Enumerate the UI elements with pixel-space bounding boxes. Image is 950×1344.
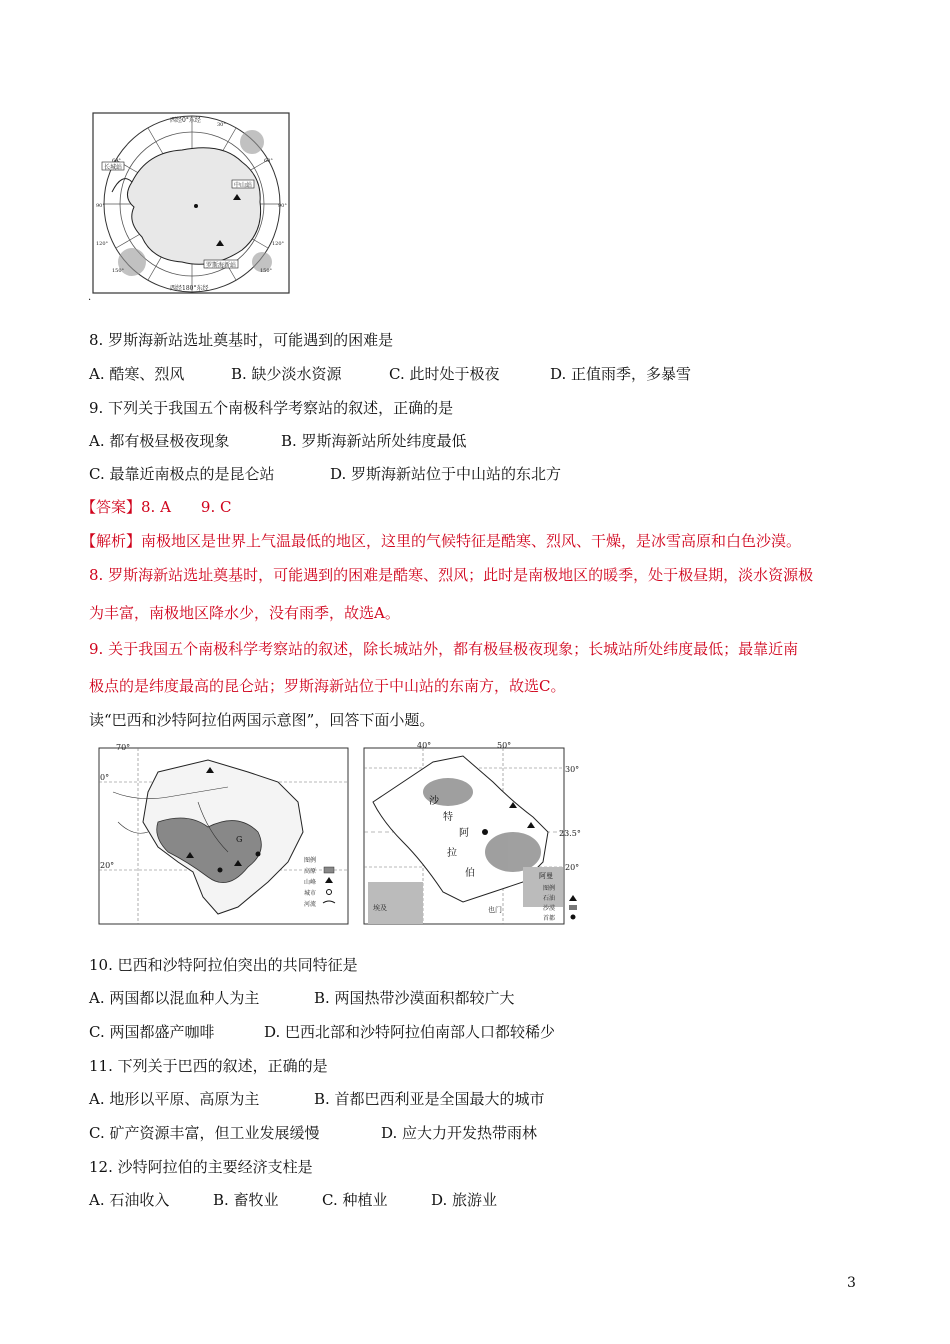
map-top-label: 西经0°东经 [170, 117, 201, 124]
svg-text:90°: 90° [278, 203, 287, 209]
q10-stem: 10. 巴西和沙特阿拉伯突出的共同特征是 [89, 956, 358, 974]
svg-text:沙: 沙 [429, 796, 439, 807]
q8-option-c[interactable]: C. 此时处于极夜 [389, 365, 500, 383]
place-yemen: 也门 [488, 906, 502, 914]
saudi-lat-235: 23.5° [559, 829, 581, 838]
saudi-lon-50: 50° [497, 742, 512, 750]
q8-option-b[interactable]: B. 缺少淡水资源 [231, 365, 342, 383]
q12-options [89, 1190, 497, 1210]
saudi-lat-20: 20° [565, 863, 580, 872]
place-oman: 阿曼 [539, 872, 553, 880]
svg-text:阿: 阿 [459, 828, 469, 839]
q9-options-row2 [89, 464, 561, 484]
svg-text:首都: 首都 [543, 915, 556, 922]
q11-option-b[interactable]: B. 首都巴西利亚是全国最大的城市 [314, 1090, 545, 1108]
svg-text:60°: 60° [112, 158, 121, 164]
map-bottom-label: 西经180°东经 [170, 285, 209, 292]
q10-options-row2 [89, 1022, 555, 1042]
analysis-line-4: 9. 关于我国五个南极科学考察站的叙述，除长城站外，都有极昼极夜现象；长城站所处纬度最低；最靠近南 [89, 640, 799, 658]
analysis-line-3: 为丰富，南极地区降水少，没有雨季，故选A。 [89, 604, 400, 622]
svg-text:120°: 120° [272, 241, 285, 247]
q10-option-d[interactable]: D. 巴西北部和沙特阿拉伯南部人口都较稀少 [264, 1023, 556, 1041]
q12-option-b[interactable]: B. 畜牧业 [213, 1191, 279, 1209]
svg-text:拉: 拉 [447, 848, 457, 859]
svg-text:120°: 120° [96, 241, 109, 247]
svg-text:60°: 60° [264, 158, 273, 164]
svg-text:伯: 伯 [465, 868, 475, 879]
q11-option-a[interactable]: A. 地形以平原、高原为主 [89, 1090, 260, 1108]
q9-option-c[interactable]: C. 最靠近南极点的是昆仑站 [89, 465, 275, 483]
svg-text:30°: 30° [217, 122, 226, 128]
analysis-line-2: 8. 罗斯海新站选址奠基时，可能遇到的困难是酷寒、烈风；此时是南极地区的暖季，处于极昼期，淡水资源极 [89, 566, 814, 584]
q12-option-c[interactable]: C. 种植业 [322, 1191, 388, 1209]
q12-option-d[interactable]: D. 旅游业 [431, 1191, 498, 1209]
svg-text:G: G [236, 835, 243, 844]
svg-text:山峰: 山峰 [304, 879, 317, 886]
antarctica-map [92, 112, 292, 297]
brazil-lon-label: 70° [116, 743, 131, 752]
saudi-map [363, 742, 581, 926]
q9-stem: 9. 下列关于我国五个南极科学考察站的叙述，正确的是 [89, 399, 454, 417]
q11-options-row1 [89, 1089, 545, 1109]
q9-option-a[interactable]: A. 都有极昼极夜现象 [89, 432, 230, 450]
svg-text:河流: 河流 [304, 901, 317, 908]
station-label-ross: 罗斯海新站 [206, 262, 237, 269]
maps-intro: 读“巴西和沙特阿拉伯两国示意图”，回答下面小题。 [89, 711, 435, 729]
svg-text:特: 特 [443, 812, 453, 823]
saudi-lon-40: 40° [417, 742, 432, 750]
analysis-line-1: 【解析】南极地区是世界上气温最低的地区，这里的气候特征是酷寒、烈风、干燥，是冰雪高原和白色沙漠。 [81, 532, 802, 550]
q8-option-a[interactable]: A. 酷寒、烈风 [89, 365, 185, 383]
q10-option-a[interactable]: A. 两国都以混血种人为主 [89, 989, 260, 1007]
svg-text:90°: 90° [96, 203, 105, 209]
q12-option-a[interactable]: A. 石油收入 [89, 1191, 170, 1209]
q9-options-row1 [89, 431, 467, 451]
brazil-legend-title: 图例 [304, 857, 317, 864]
brazil-lat-20: 20° [100, 861, 115, 870]
analysis-line-5: 极点的是纬度最高的昆仑站；罗斯海新站位于中山站的东南方，故选C。 [89, 677, 566, 695]
q12-stem: 12. 沙特阿拉伯的主要经济支柱是 [89, 1158, 313, 1176]
answer: 【答案】8. A 9. C [81, 498, 232, 516]
q8-option-d[interactable]: D. 正值雨季，多暴雪 [550, 365, 692, 383]
svg-text:城市: 城市 [304, 890, 317, 897]
q11-options-row2 [89, 1123, 537, 1143]
q10-options-row1 [89, 988, 515, 1008]
svg-text:高原: 高原 [304, 868, 317, 875]
q10-option-b[interactable]: B. 两国热带沙漠面积都较广大 [314, 989, 515, 1007]
saudi-legend-title: 图例 [543, 885, 556, 892]
station-label-changcheng: 长城站 [104, 164, 123, 171]
q9-option-b[interactable]: B. 罗斯海新站所处纬度最低 [281, 432, 467, 450]
place-egypt: 埃及 [373, 904, 387, 912]
svg-text:石油: 石油 [543, 895, 556, 902]
brazil-map [98, 742, 350, 926]
q11-stem: 11. 下列关于巴西的叙述，正确的是 [89, 1057, 328, 1075]
q11-option-c[interactable]: C. 矿产资源丰富，但工业发展缓慢 [89, 1124, 320, 1142]
brazil-lat-0: 0° [100, 773, 110, 782]
q9-option-d[interactable]: D. 罗斯海新站位于中山站的东北方 [330, 465, 562, 483]
q11-option-d[interactable]: D. 应大力开发热带雨林 [381, 1124, 538, 1142]
q8-stem: 8. 罗斯海新站选址奠基时，可能遇到的困难是 [89, 331, 394, 349]
page-number: 3 [847, 1275, 856, 1291]
saudi-lat-30: 30° [565, 765, 580, 774]
q8-options [89, 364, 691, 384]
svg-text:150°: 150° [260, 268, 273, 274]
station-label-zhongshan: 中山站 [234, 182, 253, 189]
svg-text:沙漠: 沙漠 [543, 905, 556, 912]
q10-option-c[interactable]: C. 两国都盛产咖啡 [89, 1023, 215, 1041]
svg-text:150°: 150° [112, 268, 125, 274]
